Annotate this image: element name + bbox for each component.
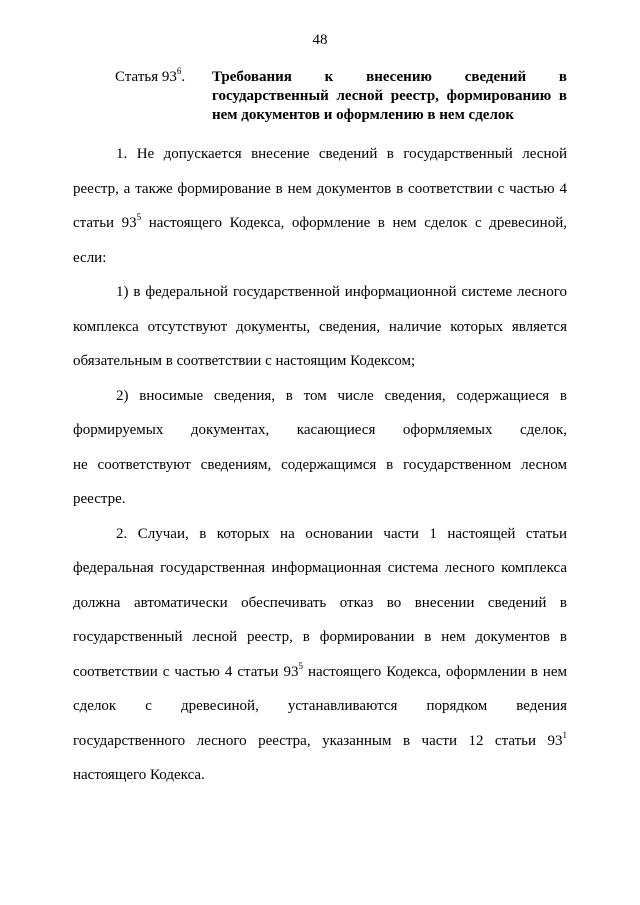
- paragraph-1-item-2: [73, 379, 567, 517]
- paragraph-line: настоящего Кодекса.: [73, 767, 205, 783]
- superscript: 5: [136, 212, 142, 222]
- page-number: 48: [312, 32, 328, 48]
- paragraph-1-item-1: [73, 275, 567, 379]
- paragraph-line: если:: [73, 249, 107, 266]
- article-body: [73, 137, 567, 793]
- text-fragment: государственного лесного реестра, указанным в части 12 статьи 93: [73, 732, 563, 749]
- text-fragment: настоящего Кодекса, оформление в нем сделок с древесиной,: [141, 215, 567, 231]
- paragraph-line: федеральная государственная информационная система лесного комплекса: [73, 560, 567, 576]
- paragraph-line: не соответствуют сведениям, содержащимся в государственном лесном: [73, 456, 567, 473]
- article-label-text: Статья 93: [115, 69, 177, 85]
- paragraph-line: комплекса отсутствуют документы, сведения, наличие которых является: [73, 318, 567, 335]
- article-heading: [115, 68, 567, 125]
- paragraph-line: сделок с древесиной, устанавливаются порядком ведения: [73, 698, 567, 714]
- paragraph-line: 1. Не допускается внесение сведений в государственный лесной: [116, 146, 567, 162]
- paragraph-2: [73, 517, 567, 793]
- paragraph-line: 2) вносимые сведения, в том числе сведения, содержащиеся в: [116, 387, 567, 404]
- paragraph-line: реестре.: [73, 491, 126, 507]
- text-fragment: настоящего Кодекса, оформлении в нем: [302, 663, 567, 680]
- paragraph-line: 2. Случаи, в которых на основании части 1 настоящей статьи: [116, 525, 567, 542]
- text-fragment: статьи 93: [73, 215, 137, 231]
- paragraph-line: формируемых документах, касающиеся оформляемых сделок,: [73, 422, 567, 438]
- paragraph-1: [73, 137, 567, 275]
- article-title: Требования к внесению сведений в государственный лесной реестр, формированию в нем документов и оформлению в нем сделок: [212, 69, 567, 123]
- article-label-suffix: .: [181, 69, 186, 85]
- article-label: [115, 68, 212, 125]
- paragraph-line: государственный лесной реестр, в формировании в нем документов в: [73, 629, 567, 645]
- superscript: 5: [298, 660, 303, 671]
- text-fragment: соответствии с частью 4 статьи 93: [73, 663, 299, 680]
- paragraph-line: должна автоматически обеспечивать отказ во внесении сведений в: [73, 594, 567, 611]
- paragraph-line: обязательным в соответствии с настоящим Кодексом;: [73, 353, 416, 369]
- paragraph-line: 1) в федеральной государственной информационной системе лесного: [116, 284, 567, 300]
- superscript: 1: [562, 729, 567, 740]
- article-label-superscript: 6: [176, 66, 182, 76]
- paragraph-line: [73, 655, 567, 690]
- paragraph-line: [73, 206, 567, 241]
- paragraph-line: реестр, а также формирование в нем документов в соответствии с частью 4: [73, 180, 567, 197]
- paragraph-line: [73, 724, 567, 759]
